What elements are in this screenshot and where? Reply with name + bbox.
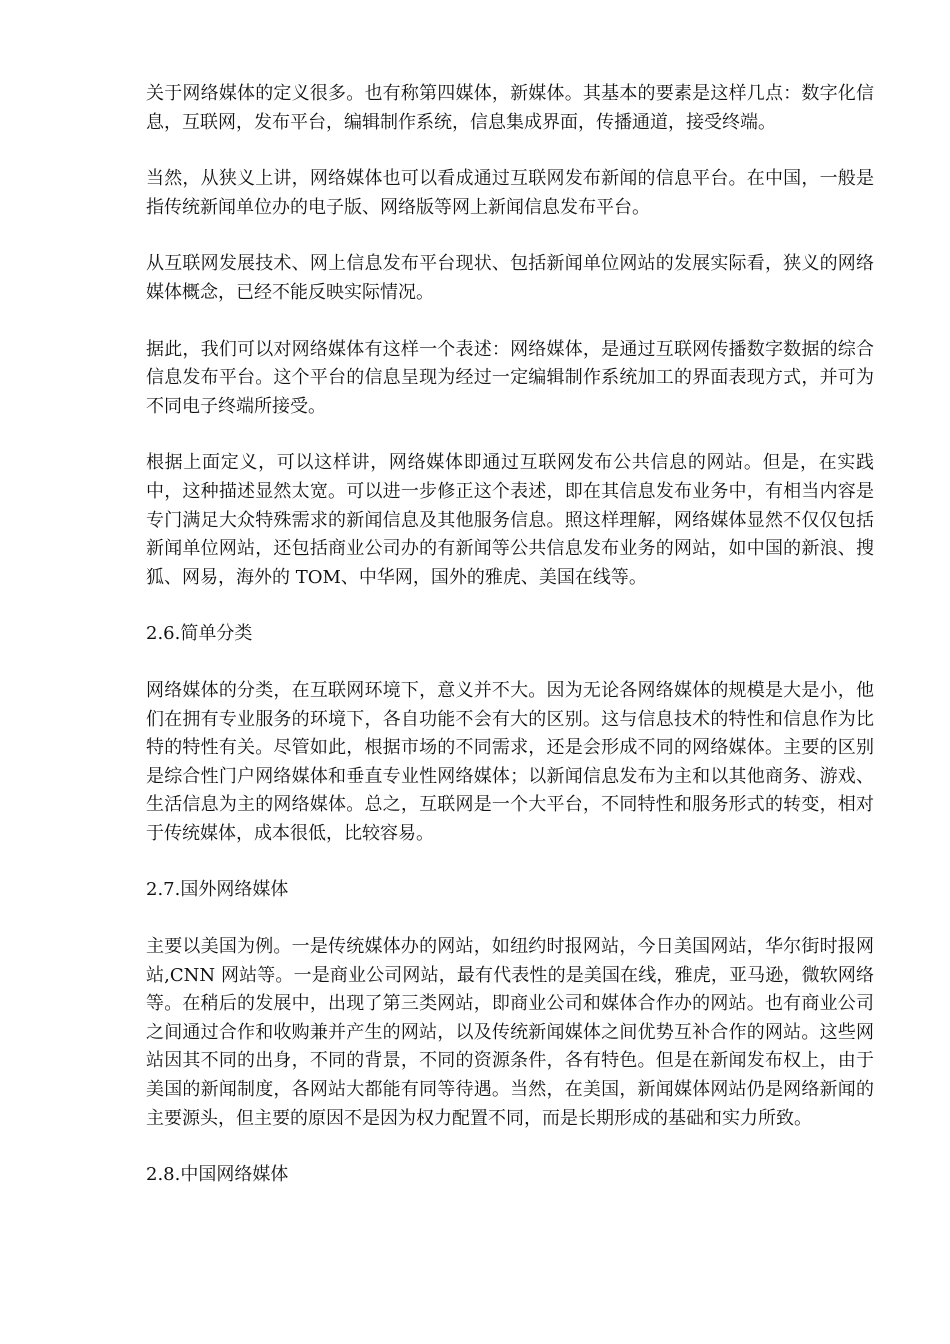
heading-foreign-network-media: 2.7.国外网络媒体 [146,879,289,901]
paragraph-public-info-websites: 根据上面定义，可以这样讲，网络媒体即通过互联网发布公共信息的网站。但是，在实践中，这种描述显然太宽。可以进一步修正这个表述，即在其信息发布业务中，有相当内容是专门满足大众特殊需求的新闻信息及其他服务信息。照这样理解，网络媒体显然不仅仅包括新闻单位网站，还包括商业公司办的有新闻等公共信息发布业务的网站，如中国的新浪、搜狐、网易，海外的 TOM、中华网，国外的雅虎、美国在线等。 [146,452,874,588]
paragraph-definition: 关于网络媒体的定义很多。也有称第四媒体，新媒体。其基本的要素是这样几点：数字化信息，互联网，发布平台，编辑制作系统，信息集成界面，传播通道，接受终端。 [146,83,874,133]
heading-simple-classification: 2.6.简单分类 [146,623,253,645]
paragraph-statement: 据此，我们可以对网络媒体有这样一个表述：网络媒体，是通过互联网传播数字数据的综合信息发布平台。这个平台的信息呈现为经过一定编辑制作系统加工的界面表现方式，并可为不同电子终端所接受。 [146,338,874,417]
paragraph-narrow-sense: 当然，从狭义上讲，网络媒体也可以看成通过互联网发布新闻的信息平台。在中国，一般是指传统新闻单位办的电子版、网络版等网上新闻信息发布平台。 [146,168,874,218]
paragraph-classification: 网络媒体的分类，在互联网环境下，意义并不大。因为无论各网络媒体的规模是大是小，他们在拥有专业服务的环境下，各自功能不会有大的区别。这与信息技术的特性和信息作为比特的特性有关。尽管如此，根据市场的不同需求，还是会形成不同的网络媒体。主要的区别是综合性门户网络媒体和垂直专业性网络媒体；以新闻信息发布为主和以其他商务、游戏、生活信息为主的网络媒体。总之，互联网是一个大平台，不同特性和服务形式的转变，相对于传统媒体，成本很低，比较容易。 [146,679,874,844]
document-body [146,80,874,1218]
paragraph-foreign-media: 主要以美国为例。一是传统媒体办的网站，如纽约时报网站，今日美国网站，华尔街时报网站,CNN 网站等。一是商业公司网站，最有代表性的是美国在线，雅虎，亚马逊，微软网络等。在稍后的发展中，出现了第三类网站，即商业公司和媒体合作办的网站。也有商业公司之间通过合作和收购兼并产生的网站，以及传统新闻媒体之间优势互补合作的网站。这些网站因其不同的出身，不同的背景，不同的资源条件，各有特色。但是在新闻发布权上，由于美国的新闻制度，各网站大都能有同等待遇。当然，在美国，新闻媒体网站仍是网络新闻的主要源头，但主要的原因不是因为权力配置不同，而是长期形成的基础和实力所致。 [146,936,874,1129]
heading-china-network-media: 2.8.中国网络媒体 [146,1164,289,1186]
paragraph-development-view: 从互联网发展技术、网上信息发布平台现状、包括新闻单位网站的发展实际看，狭义的网络媒体概念，已经不能反映实际情况。 [146,253,874,303]
